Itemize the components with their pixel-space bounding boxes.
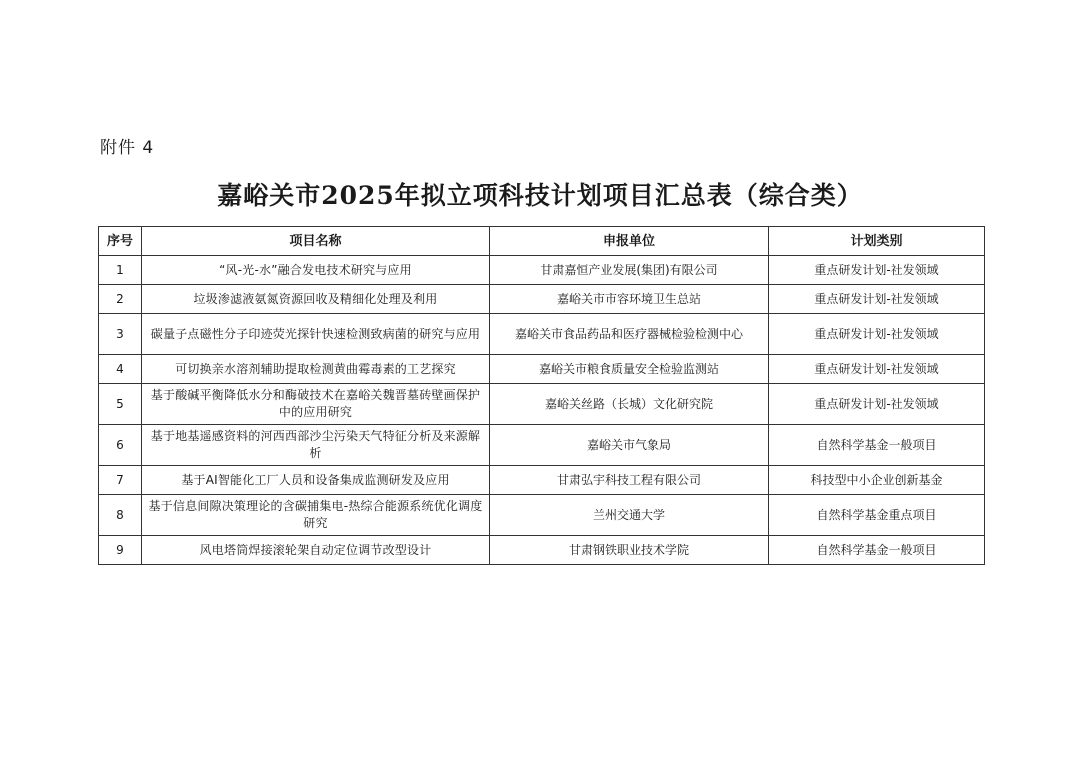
cell-no: 6 [99, 425, 142, 466]
cell-no: 8 [99, 495, 142, 536]
cell-plan-category: 重点研发计划-社发领域 [769, 285, 985, 314]
table-row [99, 425, 985, 466]
cell-applicant-unit: 甘肃钢铁职业技术学院 [490, 536, 769, 565]
cell-applicant-unit: 嘉峪关丝路（长城）文化研究院 [490, 384, 769, 425]
document-title: 嘉峪关市2025年拟立项科技计划项目汇总表（综合类） [217, 181, 863, 210]
cell-plan-category: 自然科学基金重点项目 [769, 495, 985, 536]
cell-plan-category: 自然科学基金一般项目 [769, 425, 985, 466]
table-row [99, 495, 985, 536]
header-applicant-unit: 申报单位 [490, 227, 769, 256]
attachment-label: 附件 4 [100, 138, 155, 158]
table-row [99, 466, 985, 495]
cell-no: 2 [99, 285, 142, 314]
cell-applicant-unit: 兰州交通大学 [490, 495, 769, 536]
cell-project-name: 基于酸碱平衡降低水分和酶破技术在嘉峪关魏晋墓砖壁画保护中的应用研究 [142, 384, 490, 425]
header-plan-category: 计划类别 [769, 227, 985, 256]
cell-no: 1 [99, 256, 142, 285]
cell-applicant-unit: 甘肃嘉恒产业发展(集团)有限公司 [490, 256, 769, 285]
cell-project-name: 垃圾渗滤液氨氮资源回收及精细化处理及利用 [142, 285, 490, 314]
cell-project-name: 基于地基遥感资料的河西西部沙尘污染天气特征分析及来源解析 [142, 425, 490, 466]
project-summary-table [98, 226, 985, 565]
cell-project-name: 可切换亲水溶剂辅助提取检测黄曲霉毒素的工艺探究 [142, 355, 490, 384]
table-row [99, 536, 985, 565]
cell-project-name: 碳量子点磁性分子印迹荧光探针快速检测致病菌的研究与应用 [142, 314, 490, 355]
cell-plan-category: 科技型中小企业创新基金 [769, 466, 985, 495]
header-row [99, 227, 985, 256]
table-row [99, 256, 985, 285]
cell-project-name: 基于信息间隙决策理论的含碳捕集电-热综合能源系统优化调度研究 [142, 495, 490, 536]
table-header [99, 227, 985, 256]
cell-project-name: “风-光-水”融合发电技术研究与应用 [142, 256, 490, 285]
cell-applicant-unit: 嘉峪关市粮食质量安全检验监测站 [490, 355, 769, 384]
cell-plan-category: 重点研发计划-社发领域 [769, 384, 985, 425]
cell-no: 4 [99, 355, 142, 384]
table-row [99, 355, 985, 384]
cell-applicant-unit: 甘肃弘宇科技工程有限公司 [490, 466, 769, 495]
table-row [99, 314, 985, 355]
cell-no: 5 [99, 384, 142, 425]
cell-plan-category: 重点研发计划-社发领域 [769, 256, 985, 285]
cell-project-name: 基于AI智能化工厂人员和设备集成监测研发及应用 [142, 466, 490, 495]
table-row [99, 384, 985, 425]
cell-plan-category: 自然科学基金一般项目 [769, 536, 985, 565]
cell-applicant-unit: 嘉峪关市气象局 [490, 425, 769, 466]
cell-no: 7 [99, 466, 142, 495]
cell-project-name: 风电塔筒焊接滚轮架自动定位调节改型设计 [142, 536, 490, 565]
header-no: 序号 [99, 227, 142, 256]
cell-applicant-unit: 嘉峪关市市容环境卫生总站 [490, 285, 769, 314]
cell-plan-category: 重点研发计划-社发领域 [769, 314, 985, 355]
cell-applicant-unit: 嘉峪关市食品药品和医疗器械检验检测中心 [490, 314, 769, 355]
cell-no: 3 [99, 314, 142, 355]
table-row [99, 285, 985, 314]
header-project-name: 项目名称 [142, 227, 490, 256]
table-body [99, 256, 985, 565]
cell-no: 9 [99, 536, 142, 565]
cell-plan-category: 重点研发计划-社发领域 [769, 355, 985, 384]
